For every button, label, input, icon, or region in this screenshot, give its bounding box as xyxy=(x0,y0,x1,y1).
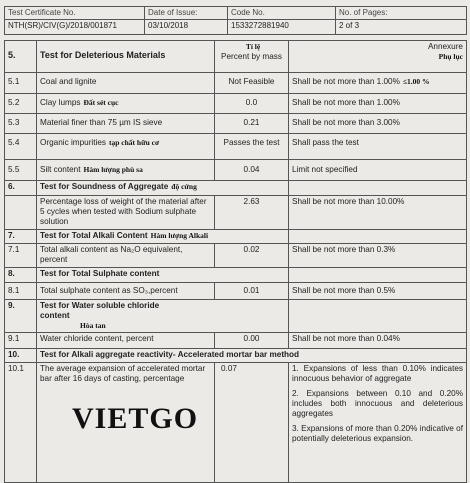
section-number: 8. xyxy=(5,268,37,283)
table-row xyxy=(5,160,467,181)
vietgo-logo: VIETGO xyxy=(72,402,199,435)
row-value: Not Feasible xyxy=(215,73,289,94)
section-title: Test for Alkali aggregate reactivity- Accelerated mortar bar method xyxy=(37,349,467,363)
row-number: 7.1 xyxy=(5,244,37,268)
annexure-header xyxy=(289,41,467,73)
table-row xyxy=(5,196,467,230)
annotation-do-cung: độ cứng xyxy=(171,182,197,191)
header-label-pages: No. of Pages: xyxy=(336,7,467,20)
row-value: 2.63 xyxy=(215,196,289,230)
row-description: Percentage loss of weight of the material after 5 cycles when tested with Sodium sulphate solution xyxy=(37,196,215,230)
table-row xyxy=(5,283,467,300)
table-row xyxy=(5,134,467,160)
empty-cell xyxy=(289,300,467,333)
row-value: 0.02 xyxy=(215,244,289,268)
percent-by-mass-label: Percent by mass xyxy=(221,52,282,61)
row-desc-text: Coal and lignite xyxy=(40,77,97,86)
header-value-code: 1533272881940 xyxy=(228,20,336,35)
row-spec-text: Shall be not more than 1.00% xyxy=(292,77,400,86)
section-heading-row xyxy=(5,300,467,333)
annexure-label: Annexure xyxy=(427,42,463,51)
annotation-ham-luong-alkali: Hàm lượng Alkali xyxy=(150,231,209,240)
row-description: The average expansion of accelerated mortar bar after 16 days of casting, percentage xyxy=(37,363,215,483)
row-spec: Shall be not more than 0.3% xyxy=(289,244,467,268)
annotation-tap-chat: tạp chất hữu cơ xyxy=(108,138,160,147)
percent-by-mass-header xyxy=(215,41,289,73)
section-heading-row xyxy=(5,268,467,283)
row-description xyxy=(37,160,215,181)
empty-cell xyxy=(289,268,467,283)
section-title xyxy=(37,300,289,333)
section-title-text: Test for Soundness of Aggregate xyxy=(40,182,169,191)
table-row xyxy=(5,114,467,134)
row-value: Passes the test xyxy=(215,134,289,160)
empty-cell xyxy=(289,181,467,196)
row-spec: Shall be not more than 10.00% xyxy=(289,196,467,230)
header-label-code: Code No. xyxy=(228,7,336,20)
row-spec: Shall be not more than 0.5% xyxy=(289,283,467,300)
row-spec: Shall pass the test xyxy=(289,134,467,160)
row-description xyxy=(37,94,215,114)
row-desc-text: Clay lumps xyxy=(40,98,81,107)
section-title-text: Test for Water soluble chloride content xyxy=(40,301,160,320)
annotation-ti-le: Tỉ lệ xyxy=(245,42,261,51)
section-title: Test for Deleterious Materials xyxy=(37,41,215,73)
row-value: 0.0 xyxy=(215,94,289,114)
header-value-cert-no: NTH(SR)/CIV(G)/2018/001871 xyxy=(5,20,145,35)
table-row xyxy=(5,73,467,94)
row-spec: Shall be not more than 0.04% xyxy=(289,333,467,349)
row-number: 5.4 xyxy=(5,134,37,160)
certificate-header xyxy=(4,6,467,35)
row-number: 5.1 xyxy=(5,73,37,94)
header-label-cert-no: Test Certificate No. xyxy=(5,7,145,20)
header-value-pages: 2 of 3 xyxy=(336,20,467,35)
section-title: Test for Total Sulphate content xyxy=(37,268,289,283)
row-description xyxy=(37,134,215,160)
row-spec: Shall be not more than 1.00% xyxy=(289,94,467,114)
empty-cell xyxy=(5,196,37,230)
row-desc-text: Silt content xyxy=(40,165,81,174)
section-heading-row xyxy=(5,349,467,363)
row-value: 0.07 xyxy=(215,363,289,483)
row-value: 0.01 xyxy=(215,283,289,300)
spec-item-3: 3. Expansions of more than 0.20% indicative of potentially deleterious expansion. xyxy=(292,424,463,443)
spec-item-2: 2. Expansions between 0.10 and 0.20% includes both innocuous and deleterious aggregates xyxy=(292,389,463,418)
row-number: 5.3 xyxy=(5,114,37,134)
row-description: Total alkali content as Na₂O equivalent, percent xyxy=(37,244,215,268)
annotation-le-1: ≤1.00 % xyxy=(402,77,430,86)
header-value-date: 03/10/2018 xyxy=(145,20,228,35)
header-label-date: Date of Issue: xyxy=(145,7,228,20)
section-number: 9. xyxy=(5,300,37,333)
annotation-ham-luong-phu-sa: Hàm lượng phù sa xyxy=(83,165,143,174)
annotation-hoa-tan: Hòa tan xyxy=(80,321,106,330)
row-number: 8.1 xyxy=(5,283,37,300)
row-description: Water chloride content, percent xyxy=(37,333,215,349)
table-row xyxy=(5,333,467,349)
row-description: Total sulphate content as SO₃,percent xyxy=(37,283,215,300)
annotation-dat-set: Đất sét cục xyxy=(83,98,119,107)
row-value: 0.00 xyxy=(215,333,289,349)
section-number: 7. xyxy=(5,230,37,244)
row-spec: Shall be not more than 3.00% xyxy=(289,114,467,134)
section-title-text: Test for Total Alkali Content xyxy=(40,231,148,240)
empty-cell xyxy=(289,230,467,244)
section-number: 10. xyxy=(5,349,37,363)
row-number: 9.1 xyxy=(5,333,37,349)
section-title xyxy=(37,230,289,244)
section-heading-row xyxy=(5,181,467,196)
section-title xyxy=(37,181,289,196)
row-number: 10.1 xyxy=(5,363,37,483)
row-number: 5.5 xyxy=(5,160,37,181)
row-spec: Limit not specified xyxy=(289,160,467,181)
section-heading-row xyxy=(5,230,467,244)
row-number: 5.2 xyxy=(5,94,37,114)
table-row xyxy=(5,244,467,268)
table-row xyxy=(5,94,467,114)
row-description: Material finer than 75 µm IS sieve xyxy=(37,114,215,134)
annotation-phu-luc: Phụ lục xyxy=(438,52,463,61)
row-spec xyxy=(289,363,467,483)
row-desc-text: Organic impurities xyxy=(40,138,106,147)
row-value: 0.04 xyxy=(215,160,289,181)
spec-item-1: 1. Expansions of less than 0.10% indicates innocuous behavior of aggregate xyxy=(292,364,463,383)
row-description xyxy=(37,73,215,94)
section-number: 5. xyxy=(5,41,37,73)
row-value: 0.21 xyxy=(215,114,289,134)
row-spec xyxy=(289,73,467,94)
table-header-row xyxy=(5,41,467,73)
section-number: 6. xyxy=(5,181,37,196)
